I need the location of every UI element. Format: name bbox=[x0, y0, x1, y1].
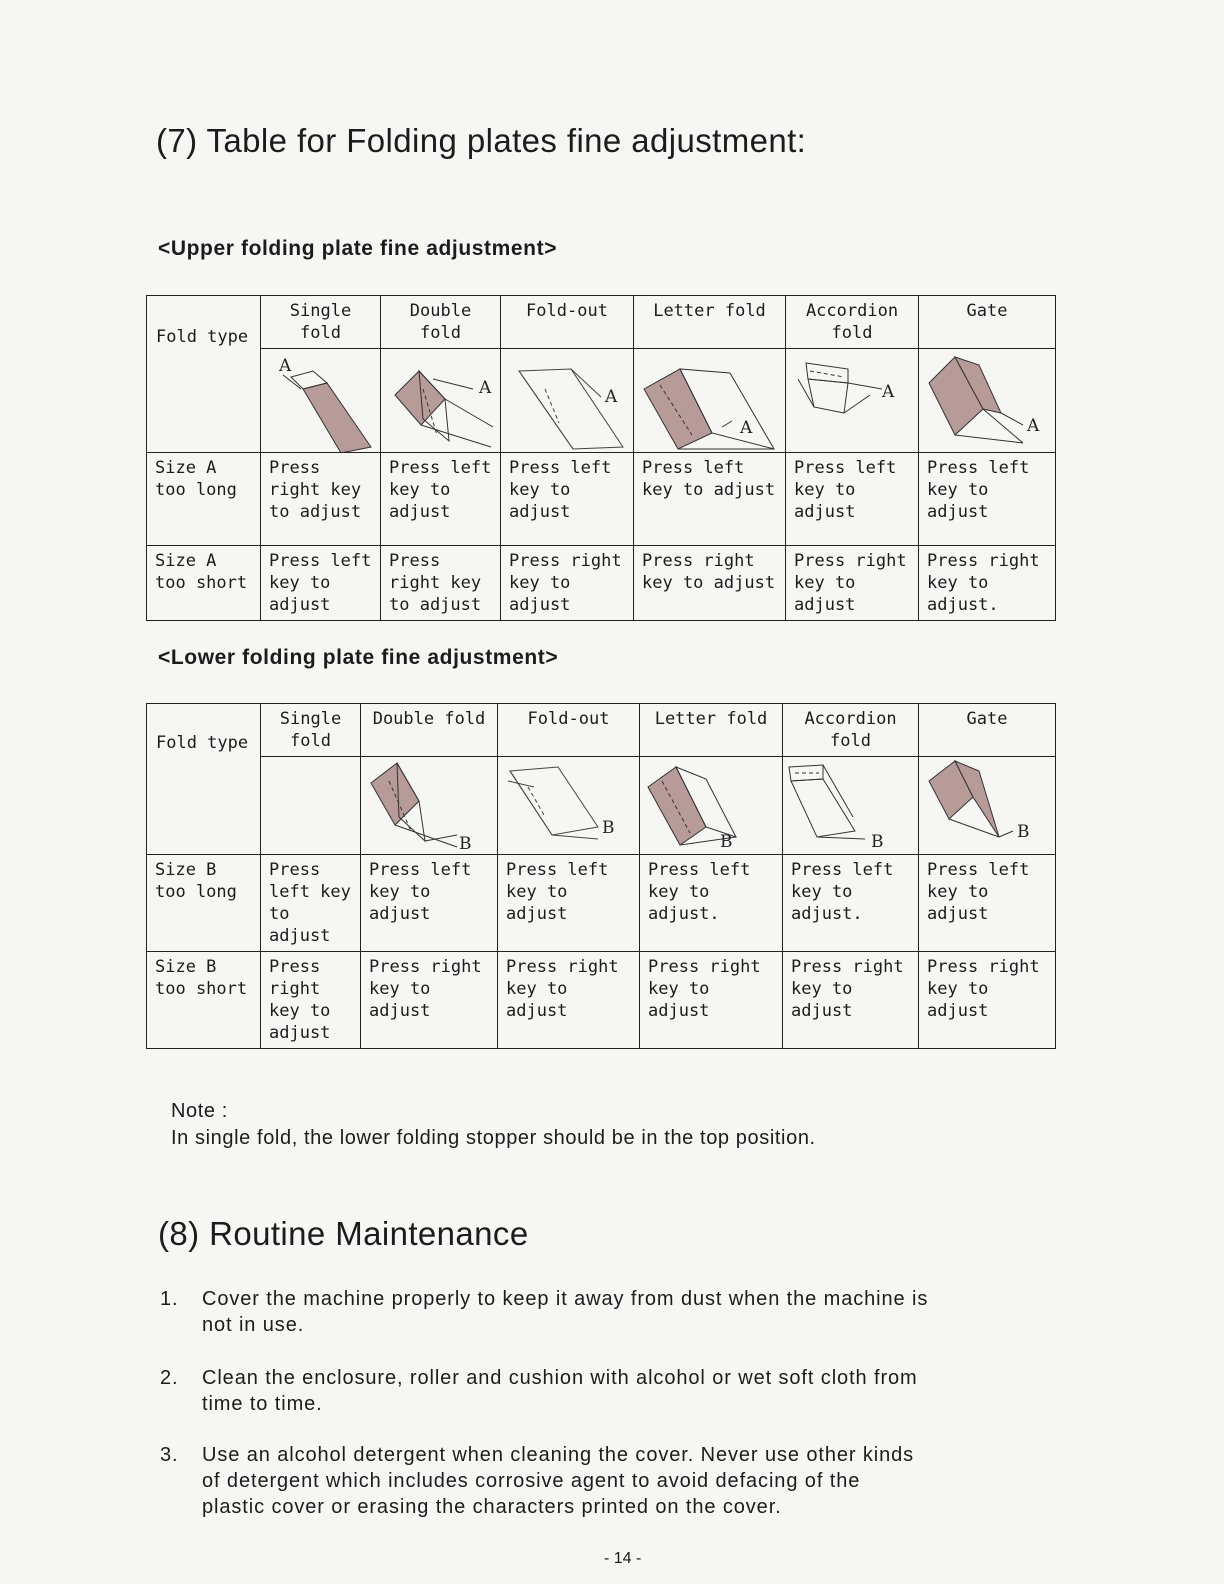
column-header: Accordion fold bbox=[783, 704, 919, 757]
double-fold-icon bbox=[381, 349, 501, 453]
fold-out-icon bbox=[501, 349, 634, 453]
marker-a: A bbox=[605, 387, 618, 407]
table-cell: Press left key to adjust. bbox=[783, 855, 919, 952]
fold-type-label: Fold type bbox=[147, 296, 261, 453]
table-header-row bbox=[147, 296, 1056, 349]
fold-out-icon bbox=[498, 757, 640, 855]
table-cell: Press right key to adjust bbox=[261, 453, 381, 546]
upper-adjustment-table bbox=[146, 295, 1056, 621]
column-header: Double fold bbox=[361, 704, 498, 757]
table-cell: Press left key to adjust bbox=[261, 855, 361, 952]
column-header: Single fold bbox=[261, 296, 381, 349]
marker-b: B bbox=[720, 832, 733, 852]
note-text: In single fold, the lower folding stopper should be in the top position. bbox=[171, 1127, 816, 1149]
list-number: 1. bbox=[160, 1288, 179, 1310]
fold-diagram-row bbox=[147, 757, 1056, 855]
fold-type-label: Fold type bbox=[147, 704, 261, 855]
gate-fold-icon bbox=[919, 757, 1056, 855]
list-number: 2. bbox=[160, 1367, 179, 1389]
single-fold-icon bbox=[261, 349, 381, 453]
table-cell: Press left key to adjust bbox=[919, 453, 1056, 546]
accordion-fold-cell bbox=[783, 757, 919, 855]
marker-b: B bbox=[1017, 822, 1030, 842]
single-fold-cell bbox=[261, 757, 361, 855]
table-row bbox=[147, 952, 1056, 1049]
marker-a: A bbox=[740, 418, 753, 438]
section-7-title: (7) Table for Folding plates fine adjustment: bbox=[156, 122, 807, 159]
row-label: Size A too long bbox=[147, 453, 261, 546]
table-row bbox=[147, 546, 1056, 621]
column-header: Single fold bbox=[261, 704, 361, 757]
list-text-line: Cover the machine properly to keep it away from dust when the machine is bbox=[202, 1288, 929, 1310]
double-fold-cell bbox=[361, 757, 498, 855]
letter-fold-icon bbox=[634, 349, 786, 453]
list-text-line: not in use. bbox=[202, 1314, 305, 1336]
table-header-row bbox=[147, 704, 1056, 757]
gate-fold-cell bbox=[919, 349, 1056, 453]
table-cell: Press left key to adjust bbox=[361, 855, 498, 952]
table-cell: Press left key to adjust bbox=[501, 453, 634, 546]
table-cell: Press right key to adjust bbox=[783, 952, 919, 1049]
table-cell: Press right key to adjust bbox=[640, 952, 783, 1049]
column-header: Fold-out bbox=[498, 704, 640, 757]
table-cell: Press left key to adjust bbox=[498, 855, 640, 952]
table-row bbox=[147, 855, 1056, 952]
column-header: Double fold bbox=[381, 296, 501, 349]
table-cell: Press left key to adjust bbox=[786, 453, 919, 546]
table-cell: Press left key to adjust bbox=[261, 546, 381, 621]
row-label: Size B too short bbox=[147, 952, 261, 1049]
list-item bbox=[160, 1286, 1120, 1346]
fold-out-cell bbox=[501, 349, 634, 453]
table-cell: Press right key to adjust bbox=[361, 952, 498, 1049]
table-row bbox=[147, 453, 1056, 546]
fold-diagram-row bbox=[147, 349, 1056, 453]
double-fold-cell bbox=[381, 349, 501, 453]
marker-a: A bbox=[279, 356, 292, 376]
accordion-fold-cell bbox=[786, 349, 919, 453]
list-text-line: of detergent which includes corrosive agent to avoid defacing of the bbox=[202, 1470, 861, 1492]
marker-b: B bbox=[602, 818, 615, 838]
column-header: Accordion fold bbox=[786, 296, 919, 349]
table-cell: Press right key to adjust bbox=[501, 546, 634, 621]
list-text-line: Use an alcohol detergent when cleaning the cover. Never use other kinds bbox=[202, 1444, 915, 1466]
marker-a: A bbox=[479, 378, 492, 398]
row-label: Size A too short bbox=[147, 546, 261, 621]
row-label: Size B too long bbox=[147, 855, 261, 952]
fold-out-cell bbox=[498, 757, 640, 855]
table-cell: Press right key to adjust bbox=[919, 952, 1056, 1049]
column-header: Gate bbox=[919, 704, 1056, 757]
table-cell: Press right key to adjust. bbox=[919, 546, 1056, 621]
list-text-line: time to time. bbox=[202, 1393, 323, 1415]
table-cell: Press right key to adjust bbox=[634, 546, 786, 621]
lower-adjustment-table bbox=[146, 703, 1056, 1049]
accordion-fold-icon bbox=[786, 349, 919, 453]
table-cell: Press left key to adjust. bbox=[640, 855, 783, 952]
list-number: 3. bbox=[160, 1444, 179, 1466]
column-header: Gate bbox=[919, 296, 1056, 349]
marker-b: B bbox=[871, 832, 884, 852]
table-cell: Press left key to adjust bbox=[381, 453, 501, 546]
note-label: Note : bbox=[171, 1100, 228, 1122]
table-cell: Press right key to adjust bbox=[786, 546, 919, 621]
section-8-title: (8) Routine Maintenance bbox=[158, 1215, 529, 1252]
letter-fold-cell bbox=[634, 349, 786, 453]
list-item bbox=[160, 1442, 1120, 1526]
marker-b: B bbox=[459, 834, 472, 854]
column-header: Fold-out bbox=[501, 296, 634, 349]
list-item bbox=[160, 1365, 1120, 1425]
marker-a: A bbox=[882, 382, 895, 402]
table-cell: Press right key to adjust bbox=[381, 546, 501, 621]
marker-a: A bbox=[1027, 416, 1040, 436]
table-cell: Press right key to adjust bbox=[261, 952, 361, 1049]
letter-fold-cell bbox=[640, 757, 783, 855]
lower-table-heading: <Lower folding plate fine adjustment> bbox=[158, 646, 559, 669]
column-header: Letter fold bbox=[640, 704, 783, 757]
accordion-fold-icon bbox=[783, 757, 919, 855]
list-text-line: plastic cover or erasing the characters printed on the cover. bbox=[202, 1496, 782, 1518]
table-cell: Press left key to adjust bbox=[919, 855, 1056, 952]
letter-fold-icon bbox=[640, 757, 783, 855]
list-text-line: Clean the enclosure, roller and cushion with alcohol or wet soft cloth from bbox=[202, 1367, 918, 1389]
column-header: Letter fold bbox=[634, 296, 786, 349]
gate-fold-icon bbox=[919, 349, 1056, 453]
page-number: - 14 - bbox=[604, 1550, 642, 1567]
double-fold-icon bbox=[361, 757, 498, 855]
single-fold-cell bbox=[261, 349, 381, 453]
gate-fold-cell bbox=[919, 757, 1056, 855]
upper-table-heading: <Upper folding plate fine adjustment> bbox=[158, 237, 558, 260]
table-cell: Press left key to adjust bbox=[634, 453, 786, 546]
table-cell: Press right key to adjust bbox=[498, 952, 640, 1049]
